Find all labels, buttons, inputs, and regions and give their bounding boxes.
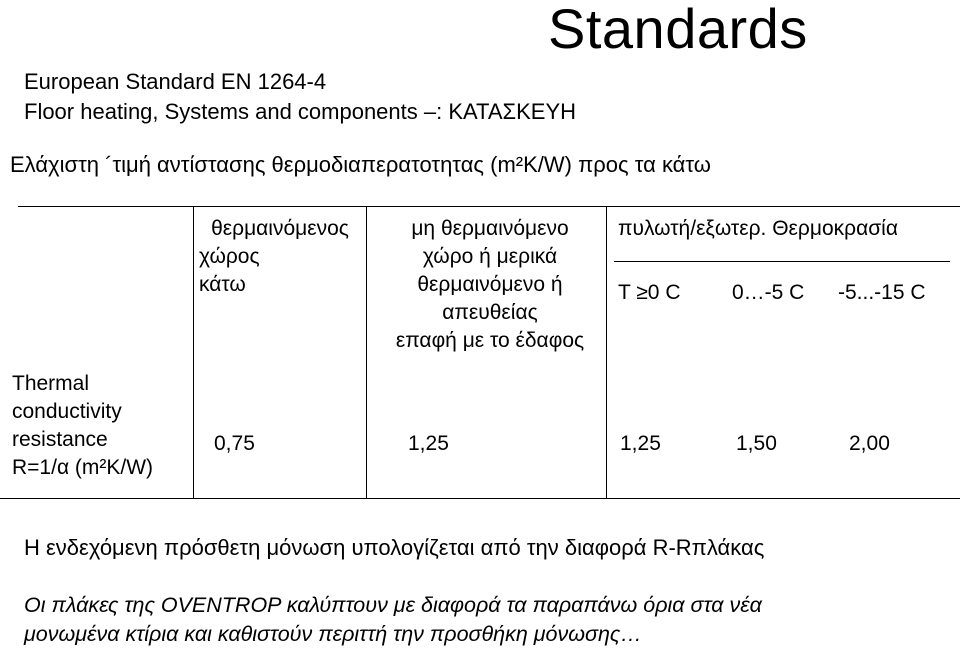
column-header-unheated-room	[370, 215, 610, 355]
table-bottom-border	[0, 498, 960, 499]
footer-line-1: Οι πλάκες της OVENTROP καλύπτουν με διαφορά τα παραπάνω όρια στα νέα	[24, 593, 762, 617]
temperature-range-2: 0…-5 C	[732, 281, 805, 304]
value-temp-range-1: 1,25	[620, 432, 661, 455]
insulation-note: Η ενδεχόμενη πρόσθετη μόνωση υπολογίζεται από την διαφορά R-Rπλάκας	[24, 535, 765, 560]
header-line: χώρο ή μερικά	[422, 245, 558, 268]
standard-name: European Standard EN 1264-4	[24, 69, 327, 94]
value-temp-range-2: 1,50	[736, 432, 777, 455]
column-divider-2	[366, 206, 367, 498]
header-line: επαφή με το έδαφος	[395, 329, 585, 352]
header-line: θερμαινόμενο ή	[417, 273, 563, 296]
temperature-range-1: T ≥0 C	[618, 281, 681, 304]
column-header-external-temperature: πυλωτή/εξωτερ. Θερμοκρασία	[618, 217, 898, 240]
table-heading: Ελάχιστη ´τιμή αντίστασης θερμοδιαπερατοτητας (m²K/W) προς τα κάτω	[10, 152, 711, 177]
header-line: απευθείας	[442, 301, 538, 324]
header-line: θερμαινόμενος	[211, 217, 349, 240]
header-line: κάτω	[199, 273, 246, 296]
temperature-subheader-rule	[614, 261, 950, 262]
row-label-line: Thermal	[12, 372, 90, 395]
standard-description: Floor heating, Systems and components –: ΚΑΤΑΣΚΕΥΗ	[24, 99, 577, 124]
page-title: Standards	[548, 0, 808, 60]
table-top-border	[18, 206, 960, 207]
value-heated-room: 0,75	[214, 432, 255, 455]
value-unheated-room: 1,25	[408, 432, 449, 455]
temperature-range-3: -5...-15 C	[838, 281, 926, 304]
footer-line-2: μονωμένα κτίρια και καθιστούν περιττή την προσθήκη μόνωσης…	[24, 622, 642, 646]
row-label-line: R=1/α (m²K/W)	[12, 456, 154, 479]
value-temp-range-3: 2,00	[849, 432, 890, 455]
column-header-heated-room	[194, 215, 366, 299]
row-label	[12, 370, 153, 482]
header-line: χώρος	[199, 245, 260, 268]
row-label-line: resistance	[12, 428, 108, 451]
header-line: μη θερμαινόμενο	[411, 217, 569, 240]
row-label-line: conductivity	[12, 400, 122, 423]
